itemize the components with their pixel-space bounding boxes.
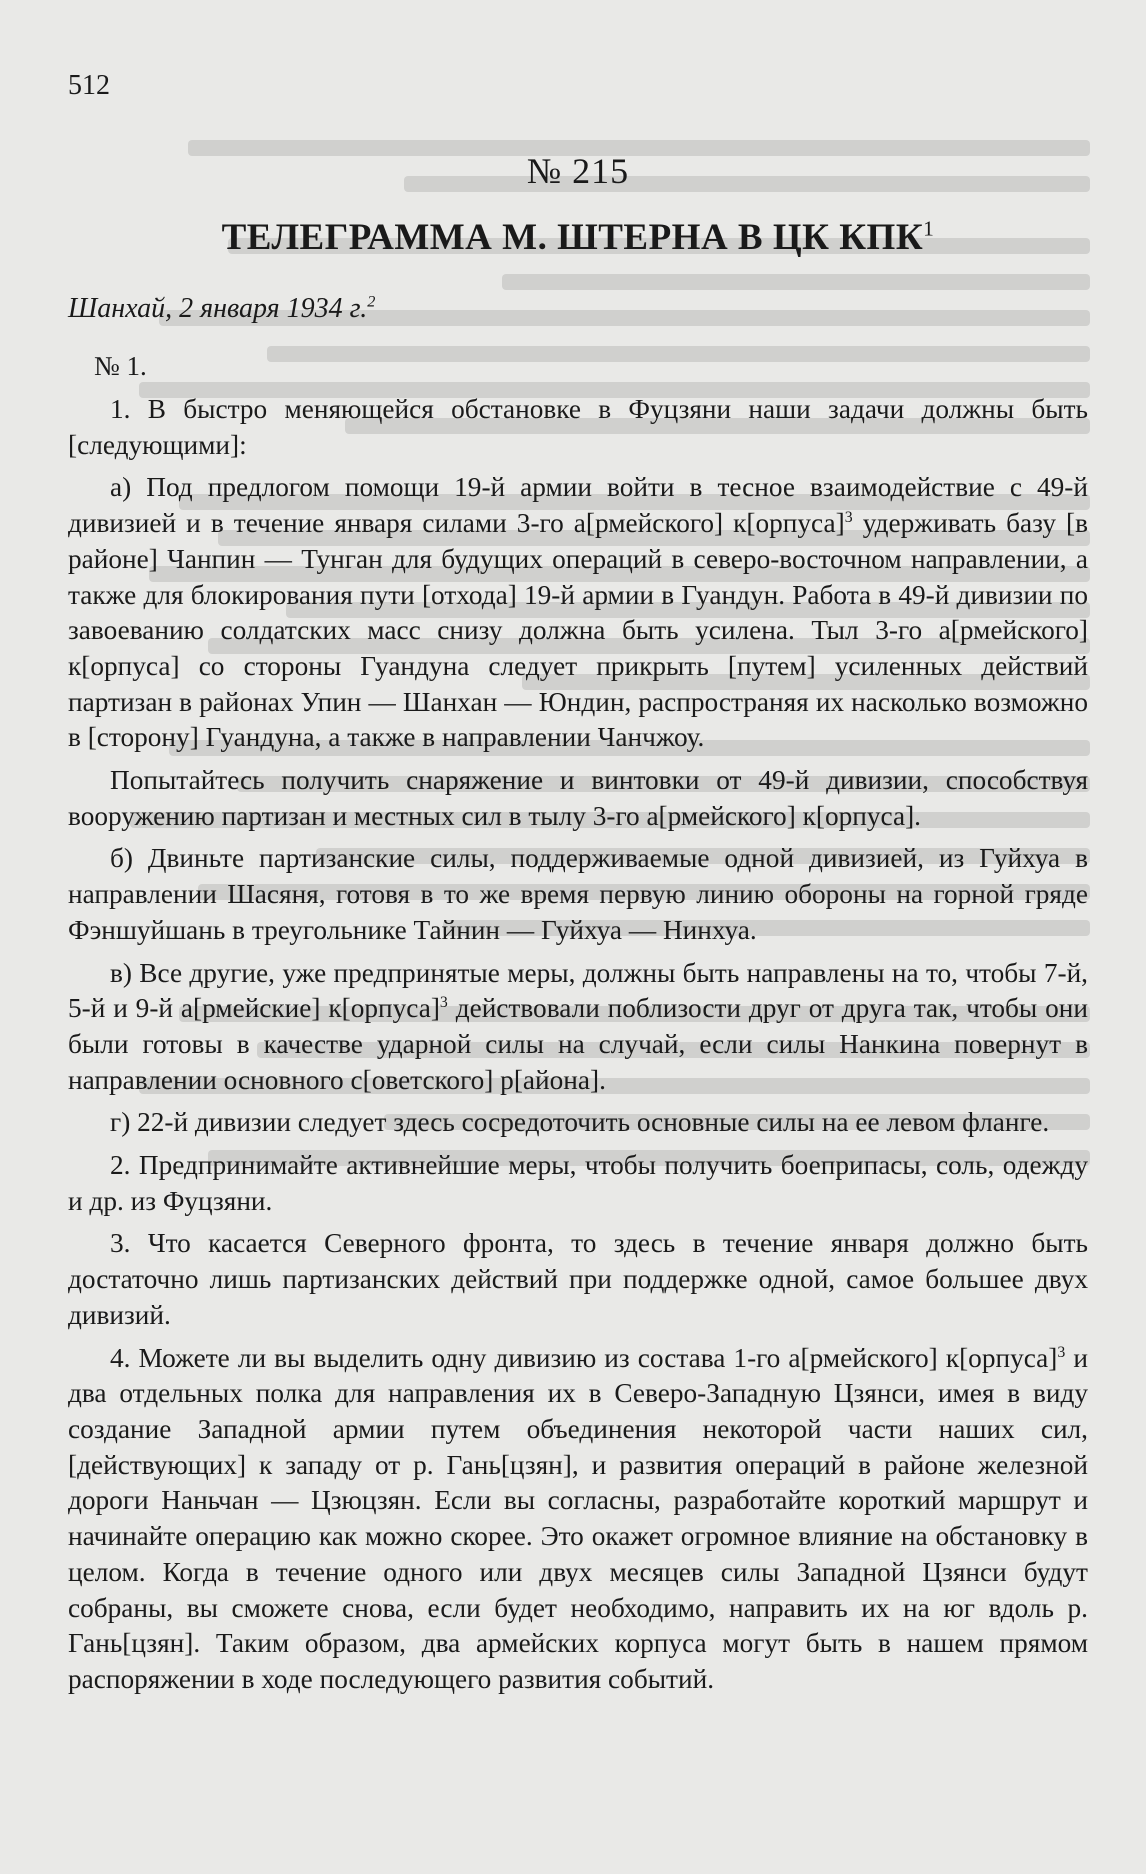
paragraph-text: в) Все другие, уже предпринятые меры, должны быть направлены на то, чтобы 7-й, 5-й и 9-й а[рмейские] к[орпуса] [68,957,1088,1024]
paragraph-text: б) Двиньте партизанские силы, поддерживаемые одной дивизией, из Гуйхуа в направлении Шасяня, готовя в то же время первую линию обороны на горной гряде Фэншуйшань в треугольнике Тайнин — Гуйхуа — Нинхуа. [68,843,1088,945]
paragraph [68,1148,1088,1219]
paragraph [68,956,1088,1099]
document-title-text: ТЕЛЕГРАММА М. ШТЕРНА В ЦК КПК [221,217,924,258]
paragraph [68,1105,1088,1141]
paragraph [68,841,1088,948]
paragraph-text: а) Под предлогом помощи 19-й армии войти в тесное взаимодействие с 49-й дивизией и в течение января силами 3-го а[рмейского] к[орпуса] [68,472,1088,539]
paragraph-text: 4. Можете ли вы выделить одну дивизию из состава 1-го а[рмейского] к[орпуса] [110,1342,1058,1373]
telegram-number: № 1. [94,351,147,381]
body-text [68,392,1088,1698]
title-footnote-marker: 1 [923,216,935,241]
paragraph-text-tail: удерживать базу [в районе] Чанпин — Тунган для будущих операций в северо-восточном направлении, а также для блокирования пути [отхода] 19-й армии в Гуандун. Работа в 49-й дивизии по завоеванию солдатских масс снизу должна быть усилена. Тыл 3-го а[рмейского] к[орпуса] со стороны Гуандуна следует прикрыть [путем] усиленных действий партизан в районах Упин — Шанхан — Юндин, распространяя их насколько возможно в [сторону] Гуандуна, а также в направлении Чанчжоу. [68,508,1089,753]
paragraph [68,1341,1088,1698]
document-page [68,70,1088,1705]
paragraph-text: 1. В быстро меняющейся обстановке в Фуцзяни наши задачи должны быть [следующими]: [68,394,1088,460]
footnote-marker: 3 [439,994,448,1012]
paragraph-text: Попытайтесь получить снаряжение и винтовки от 49-й дивизии, способствуя вооружению партизан и местных сил в тылу 3-го а[рмейского] к[орпуса]. [68,765,1088,831]
paragraph [68,1226,1088,1333]
footnote-marker: 3 [844,509,853,527]
paragraph [68,470,1088,756]
paragraph-text-tail: и два отдельных полка для направления их в Северо-Западную Цзянси, имея в виду создание Западной армии путем объединения некоторой части наших сил, [действующих] к западу от р. Гань[цзян], и развития операций в районе железной дороги Наньчан — Цзюцзян. Если вы согласны, разработайте короткий маршрут и начинайте операцию как можно скорее. Это окажет огромное влияние на обстановку в целом. Когда в течение одного или двух месяцев силы Западной Цзянси будут собраны, вы сможете снова, если будет необходимо, направить их на юг вдоль р. Гань[цзян]. Таким образом, два армейских корпуса могут быть в нашем прямом распоряжении в ходе последующего развития событий. [68,1342,1088,1694]
dateline-text: Шанхай, 2 января 1934 г. [68,293,368,324]
paragraph-text: 3. Что касается Северного фронта, то здесь в течение января должно быть достаточно лишь партизанских действий при поддержке одной, самое большее двух дивизий. [68,1228,1088,1330]
footnote-marker: 3 [1057,1343,1066,1361]
paragraph-text-tail: действовали поблизости друг от друга так, чтобы они были готовы в качестве ударной силы на случай, если силы Нанкина повернут в направлении основного с[оветского] р[айона]. [68,993,1088,1095]
paragraph [68,763,1088,834]
paragraph-text: г) 22-й дивизии следует здесь сосредоточить основные силы на ее левом фланге. [110,1107,1050,1138]
paragraph-text: 2. Предпринимайте активнейшие меры, чтобы получить боеприпасы, соль, одежду и др. из Фуцзяни. [68,1150,1088,1216]
paragraph [68,392,1088,463]
page-number: 512 [68,70,110,101]
dateline [68,293,1088,325]
document-number: № 215 [526,151,630,191]
dateline-footnote-marker: 2 [367,292,376,311]
document-title [68,216,1088,259]
